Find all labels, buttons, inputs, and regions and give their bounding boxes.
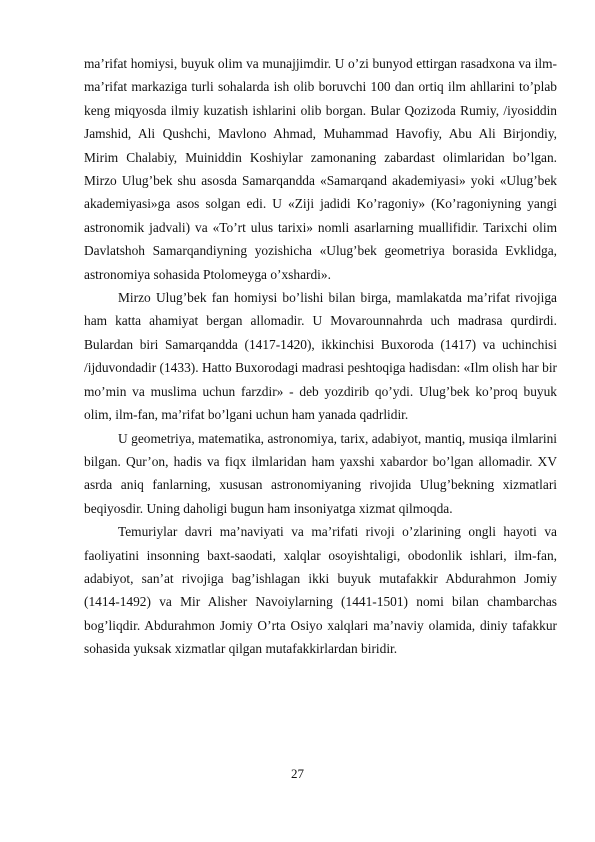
page-number: 27 [291, 766, 304, 781]
paragraph-3: U geometriya, matematika, astronomiya, tarix, adabiyot, mantiq, musiqa ilmlarini bilgan. Qur’on, hadis va fiqx ilmlaridan ham yaxshi xabardor bo’lgan allomadir. XV asrda aniq fanlarning, xususan astronomiyaning rivojida Ulug’bekning xizmatlari beqiyosdir. Uning daholigi bugun ham insoniyatga xizmat qilmoqda. [84, 430, 557, 516]
paragraph-2: Mirzo Ulug’bek fan homiysi bo’lishi bilan birga, mamlakatda ma’rifat rivojiga ham katta ahamiyat bergan allomadir. U Movarounnahrda uch madrasa qurdirdi. Bulardan biri Samarqandda (1417-1420), ikkinchisi Buxoroda (1417) va uchinchisi /ijduvondadir (1433). Hatto Buxorodagi madrasi peshtoqiga hadisdan: «Ilm olish har bir mo’min va muslima uchun farzdir» - deb yozdirib qo’ydi. Ulug’bek ko’proq buyuk olim, ilm-fan, ma’rifat bo’lgani uchun ham yanada qadrlidir. [84, 290, 557, 423]
paragraph-1: ma’rifat homiysi, buyuk olim va munajjimdir. U o’zi bunyod ettirgan rasadxona va ilm-ma’rifat markaziga turli sohalarda ish olib boruvchi 100 dan ortiq ilm ahllarini to’plab keng miqyosda ilmiy kuzatish ishlarini olib borgan. Bular Qozizoda Rumiy, /iyosiddin Jamshid, Ali Qushchi, Mavlono Ahmad, Muhammad Havofiy, Abu Ali Birjondiy, Mirim Chalabiy, Muiniddin Koshiylar zamonaning zabardast olimlaridan bo’lgan. Mirzo Ulug’bek shu asosda Samarqandda «Samarqand akademiyasi» yoki «Ulug’bek akademiyasi»ga asos solgan edi. U «Ziji jadidi Ko’ragoniy» (Ko’ragoniyning yangi astronomik jadvali) va «To’rt ulus tarixi» nomli asarlarning muallifidir. Tarixchi olim Davlatshoh Samarqandiyning yozishicha «Ulug’bek geometriya borasida Evklidga, astronomiya sohasida Ptolomeyga o’xshardi». [84, 56, 557, 282]
paragraph-4: Temuriylar davri ma’naviyati va ma’rifati rivoji o’zlarining ongli hayoti va faoliyatini insonning baxt-saodati, xalqlar osoyishtaligi, obodonlik ishlari, ilm-fan, adabiyot, san’at rivojiga bag’ishlagan ikki buyuk mutafakkir Abdurahmon Jomiy (1414-1492) va Mir Alisher Navoiylarning (1441-1501) nomi bilan chambarchas bog’liqdir. Abdurahmon Jomiy O’rta Osiyo xalqlari ma’naviy olamida, diniy tafakkur sohasida yuksak xizmatlar qilgan mutafakkirlardan biridir. [84, 524, 557, 657]
document-body [84, 52, 557, 661]
